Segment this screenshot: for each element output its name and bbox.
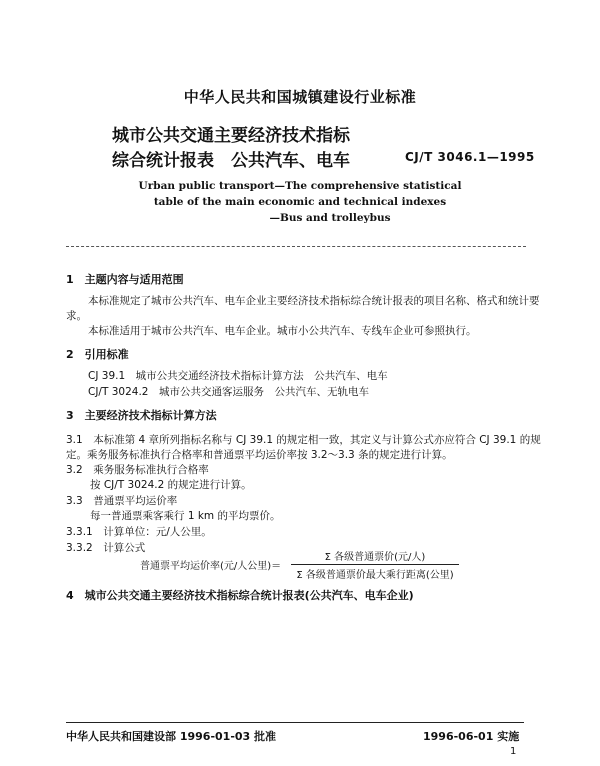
title-line-2: 综合统计报表 公共汽车、电车	[112, 151, 350, 171]
section-3-heading: 3 主要经济技术指标计算方法	[66, 409, 217, 422]
section-1-heading: 1 主题内容与适用范围	[66, 273, 184, 286]
formula-denominator: Σ 各级普通票价最大乘行距离(公里)	[296, 570, 454, 581]
standard-category-header: 中华人民共和国城镇建设行业标准	[183, 88, 417, 106]
reference-1: CJ 39.1 城市公共交通经济技术指标计算方法 公共汽车、电车	[88, 370, 388, 382]
top-divider	[66, 246, 526, 247]
formula-fraction	[291, 548, 459, 581]
clause-3-2-text: 按 CJ/T 3024.2 的规定进行计算。	[90, 479, 252, 491]
clause-3-1-line-b: 定。乘务服务标准执行合格率和普通票平均运价率按 3.2～3.3 条的规定进行计算。	[66, 449, 453, 461]
standard-code: CJ/T 3046.1—1995	[405, 150, 535, 164]
formula-numerator: Σ 各级普通票价(元/人)	[291, 548, 459, 565]
clause-3-2-heading: 3.2 乘务服务标准执行合格率	[66, 464, 209, 476]
english-title-line-1: Urban public transport—The comprehensive statistical	[138, 180, 462, 192]
section-1-paragraph-2: 本标准适用于城市公共汽车、电车企业。城市小公共汽车、专线车企业可参照执行。	[88, 325, 477, 337]
clause-3-3-1: 3.3.1 计算单位：元/人公里。	[66, 526, 212, 538]
approval-line: 中华人民共和国建设部 1996-01-03 批准	[66, 730, 277, 743]
clause-3-3-text: 每一普通票乘客乘行 1 km 的平均票价。	[90, 510, 281, 522]
english-title-line-3: —Bus and trolleybus	[269, 212, 391, 224]
clause-3-1-line-a: 3.1 本标准第 4 章所列指标名称与 CJ 39.1 的规定相一致，其定义与计算公式亦应符合 CJ 39.1 的规	[66, 434, 541, 446]
title-line-1: 城市公共交通主要经济技术指标	[112, 126, 350, 146]
implementation-date: 1996-06-01 实施	[423, 730, 520, 743]
bottom-divider	[66, 722, 524, 723]
section-1-paragraph-1a: 本标准规定了城市公共汽车、电车企业主要经济技术指标综合统计报表的项目名称、格式和统计要	[88, 295, 540, 307]
clause-3-3-heading: 3.3 普通票平均运价率	[66, 495, 178, 507]
reference-2: CJ/T 3024.2 城市公共交通客运服务 公共汽车、无轨电车	[88, 386, 369, 398]
page-number: 1	[510, 746, 517, 757]
english-title-line-2: table of the main economic and technical indexes	[153, 196, 447, 208]
section-2-heading: 2 引用标准	[66, 348, 129, 361]
section-4-heading: 4 城市公共交通主要经济技术指标综合统计报表(公共汽车、电车企业)	[66, 589, 414, 602]
clause-3-3-2: 3.3.2 计算公式	[66, 542, 146, 554]
formula-lhs: 普通票平均运价率(元/人公里)＝	[140, 561, 282, 572]
section-1-paragraph-1b: 求。	[66, 310, 87, 322]
